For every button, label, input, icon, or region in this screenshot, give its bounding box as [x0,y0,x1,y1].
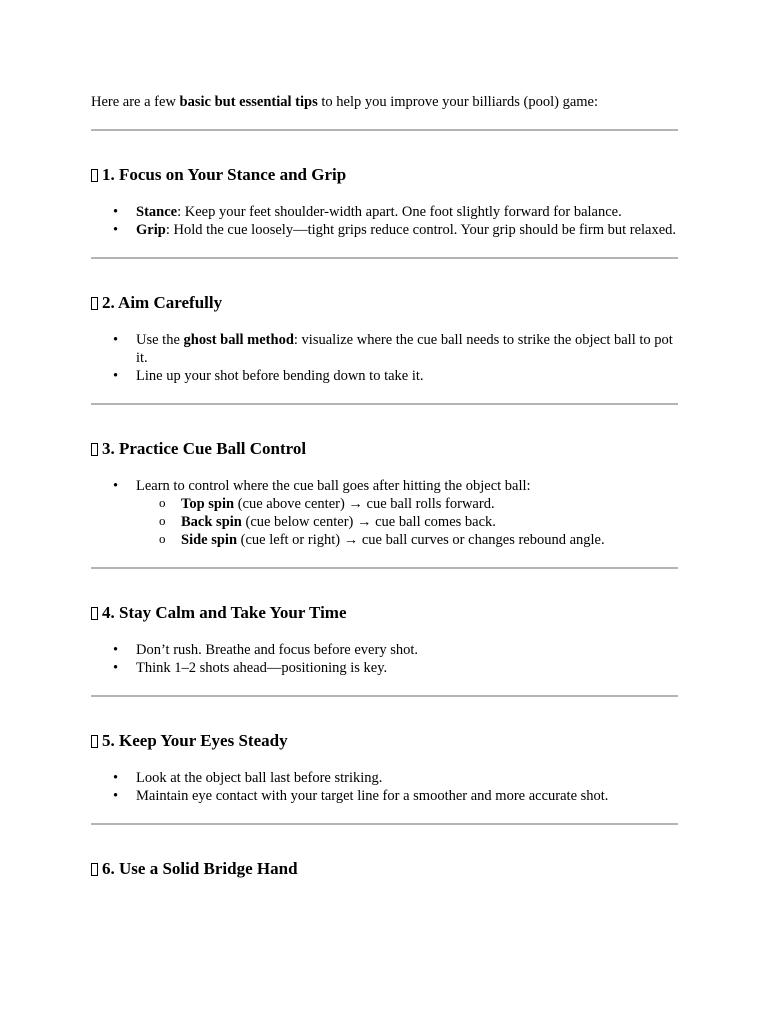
section-list-4 [91,641,678,677]
section-title: 1. Focus on Your Stance and Grip [102,165,347,184]
list-item [91,659,678,677]
intro-text-post: to help you improve your billiards (pool) game: [317,94,599,110]
item-text: : visualize where the cue ball needs to strike the object ball to pot it. [136,332,673,366]
item-text-pre: Use the [136,332,184,348]
divider [91,129,678,131]
sublist-item [136,495,678,513]
missing-glyph-box-icon [91,169,98,182]
section-heading-5 [91,730,678,752]
missing-glyph-box-icon [91,607,98,620]
section-title: 4. Stay Calm and Take Your Time [102,603,347,622]
intro-text-pre: Here are a few [91,94,180,110]
list-item [91,221,678,239]
item-term: Side spin [181,532,238,548]
section-title: 3. Practice Cue Ball Control [102,439,307,458]
list-item [91,477,678,495]
intro-text-bold: basic but essential tips [179,94,318,110]
item-text: (cue below center) → cue ball comes back. [241,514,496,530]
document-content [91,92,678,880]
item-text: (cue left or right) → cue ball curves or changes rebound angle. [237,532,605,548]
section-list-3 [91,477,678,495]
section-list-5 [91,769,678,805]
item-text: Look at the object ball last before striking. [136,770,383,786]
list-item [91,769,678,787]
missing-glyph-box-icon [91,443,98,456]
section-heading-3 [91,438,678,460]
item-text: Line up your shot before bending down to take it. [136,368,424,384]
section-title: 2. Aim Carefully [102,293,223,312]
item-text: Don’t rush. Breathe and focus before every shot. [136,642,418,658]
section-sublist-3 [91,495,678,549]
divider [91,695,678,697]
item-text: (cue above center) → cue ball rolls forward. [234,496,495,512]
section-list-1 [91,203,678,239]
item-term: Stance [136,204,178,220]
section-heading-4 [91,602,678,624]
missing-glyph-box-icon [91,297,98,310]
section-list-2 [91,331,678,385]
divider [91,567,678,569]
item-term: Back spin [181,514,242,530]
list-item [91,331,678,367]
section-heading-2 [91,292,678,314]
missing-glyph-box-icon [91,863,98,876]
sublist-item [136,513,678,531]
item-text: : Keep your feet shoulder-width apart. One foot slightly forward for balance. [177,204,622,220]
section-title: 6. Use a Solid Bridge Hand [102,859,298,878]
list-item [91,641,678,659]
divider [91,403,678,405]
intro-paragraph [91,92,678,112]
section-heading-6 [91,858,678,880]
divider [91,257,678,259]
item-text: Maintain eye contact with your target line for a smoother and more accurate shot. [136,788,609,804]
list-item [91,787,678,805]
list-item [91,367,678,385]
missing-glyph-box-icon [91,735,98,748]
item-term: Top spin [181,496,235,512]
item-text: : Hold the cue loosely—tight grips reduce control. Your grip should be firm but relaxed. [165,222,677,238]
item-term: Grip [136,222,166,238]
item-term: ghost ball method [183,332,294,348]
item-text: Think 1–2 shots ahead—positioning is key. [136,660,388,676]
section-heading-1 [91,164,678,186]
sublist-item [136,531,678,549]
item-text: Learn to control where the cue ball goes after hitting the object ball: [136,478,531,494]
divider [91,823,678,825]
section-title: 5. Keep Your Eyes Steady [102,731,288,750]
list-item [91,203,678,221]
